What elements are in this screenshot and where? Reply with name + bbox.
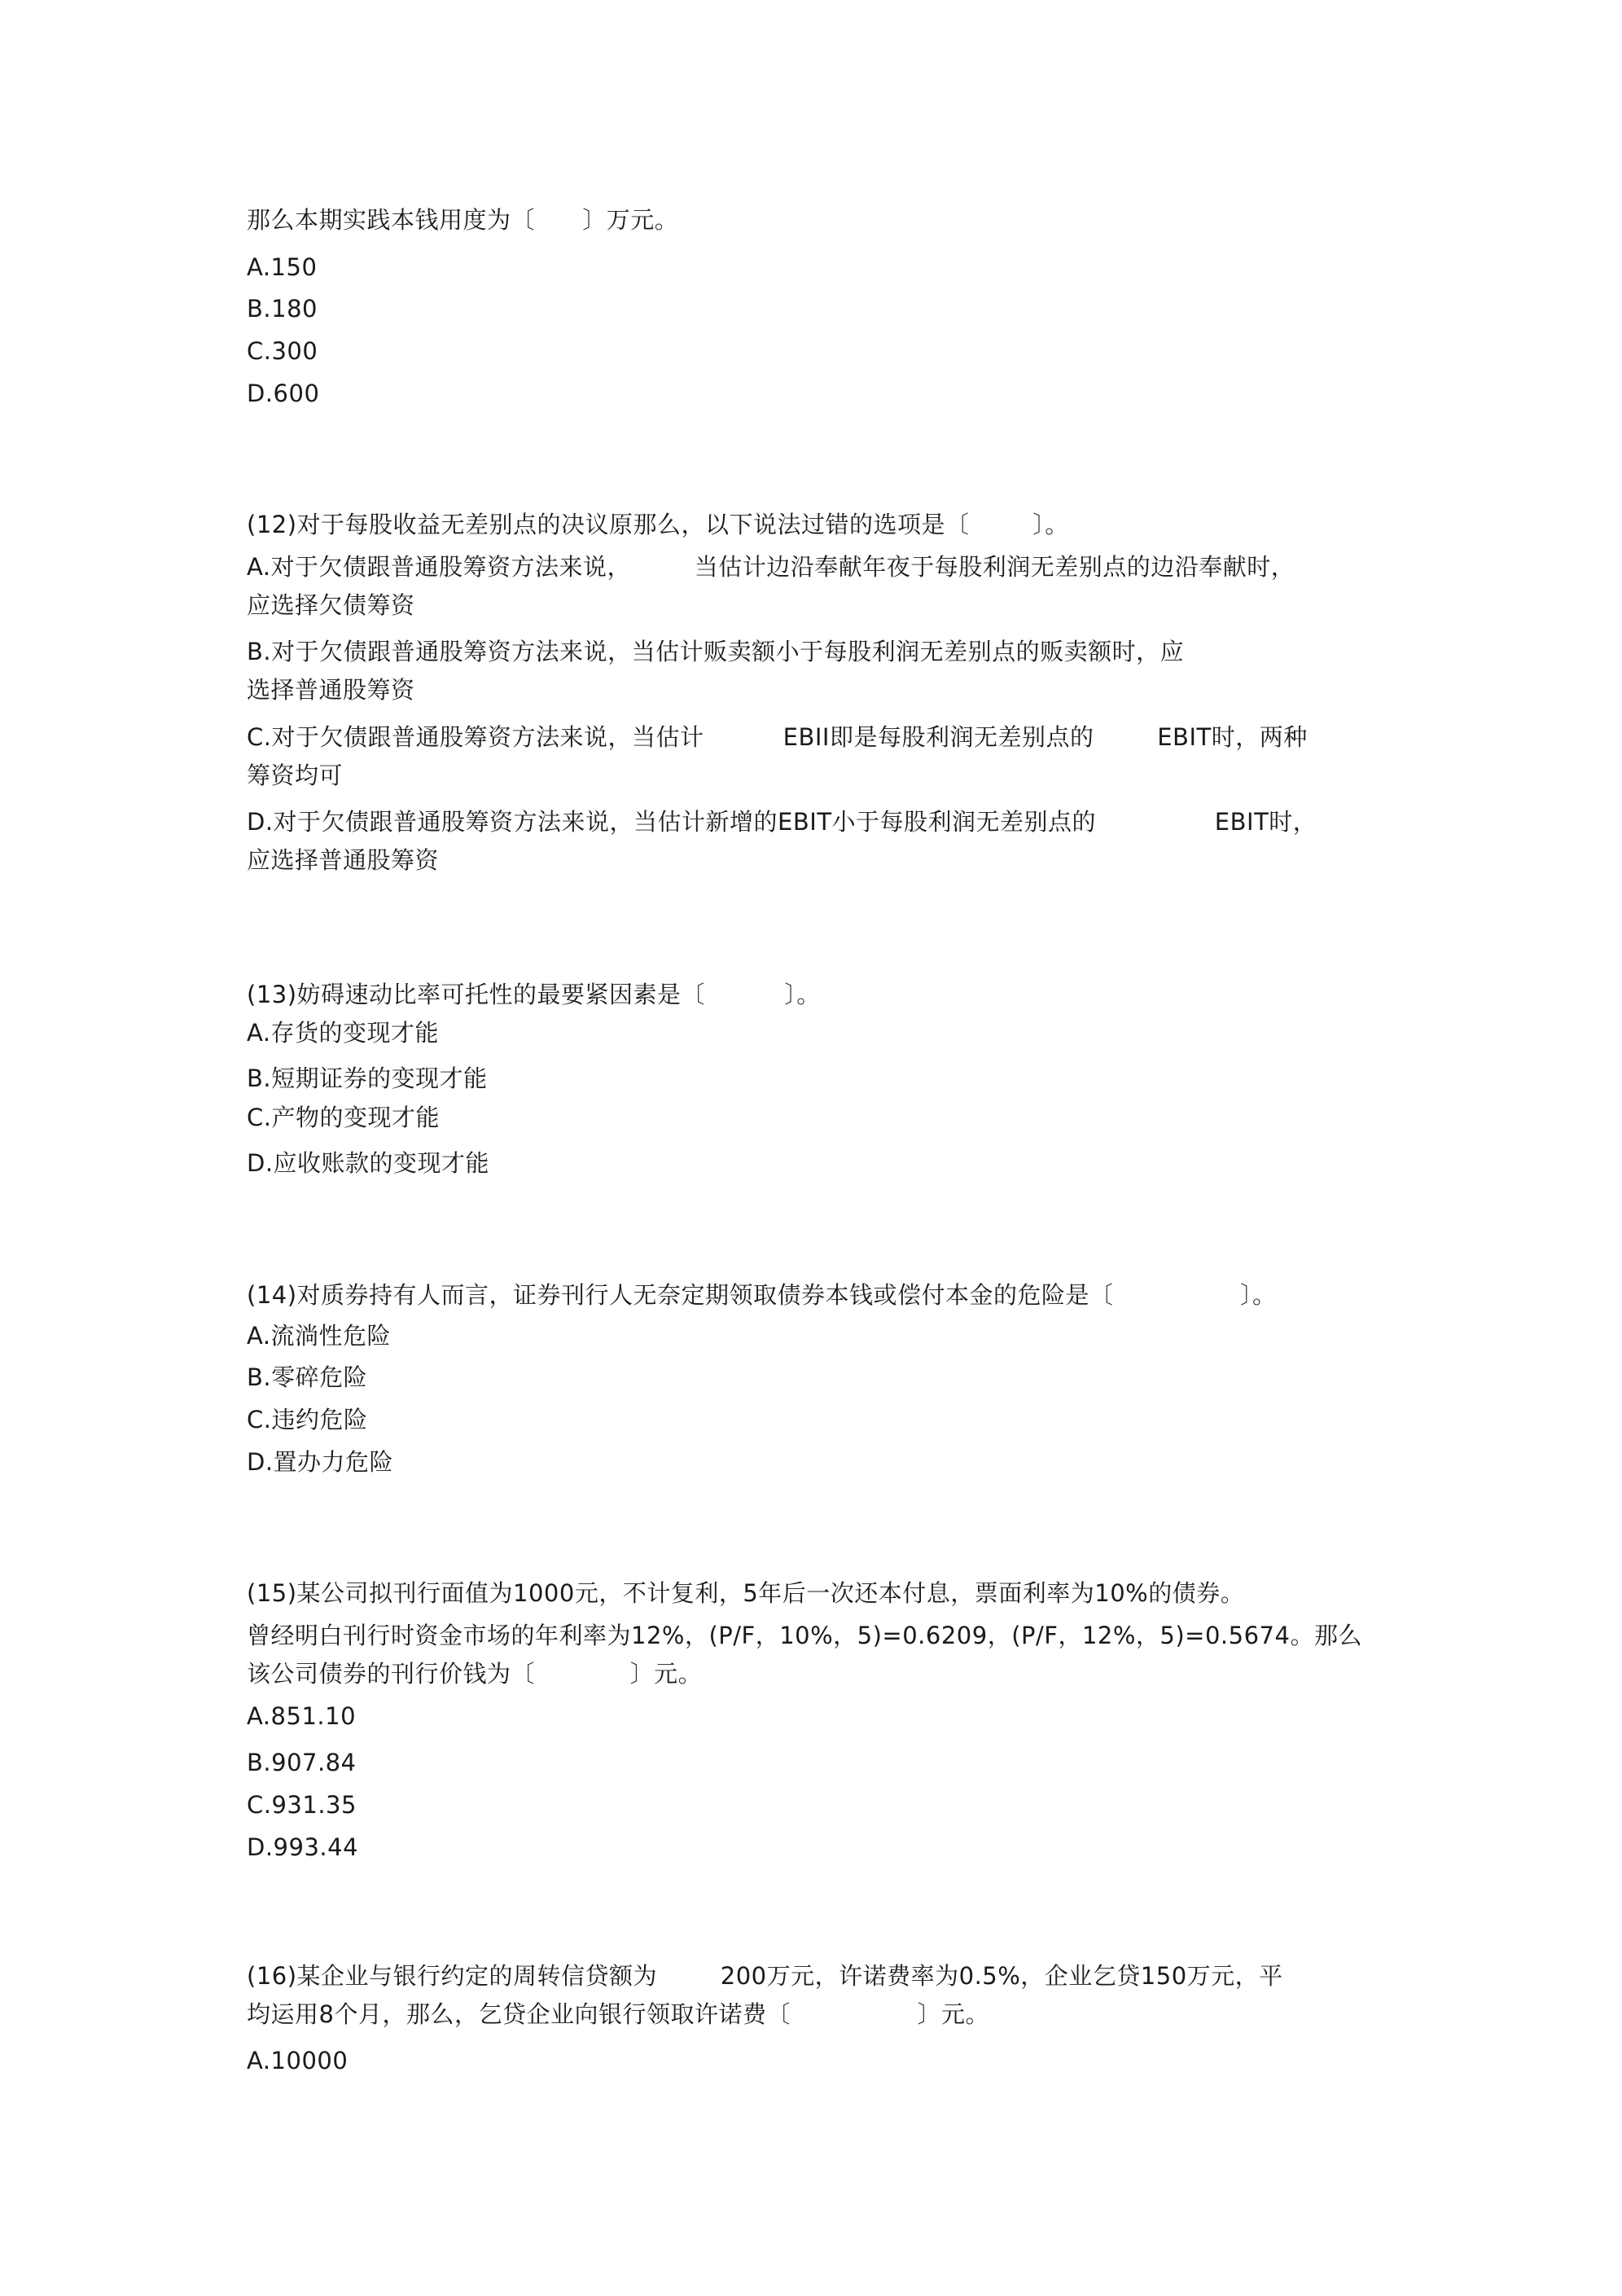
q12-option-b-line1: B.对于欠债跟普通股筹资方法来说，当估计贩卖额小于每股利润无差别点的贩卖额时，应 (247, 638, 1185, 665)
q12-stem: (12)对于每股收益无差别点的决议原那么，以下说法过错的选项是〔 〕。 (247, 511, 1069, 538)
q14-option-d: D.置办力危险 (247, 1448, 394, 1476)
q12-option-d-line2: 应选择普通股筹资 (247, 846, 440, 874)
q11-option-a: A.150 (247, 253, 318, 281)
q13-option-b: B.短期证券的变现才能 (247, 1065, 488, 1092)
q12-option-c-line2: 筹资均可 (247, 762, 344, 789)
q12-option-d-line1: D.对于欠债跟普通股筹资方法来说，当估计新增的EBIT小于每股利润无差别点的 EBIT时， (247, 808, 1317, 836)
q16-stem-line1: (16)某企业与银行约定的周转信贷额为 200万元，许诺费率为0.5%，企业乞贷150万元，平 (247, 1962, 1283, 1990)
q13-option-c: C.产物的变现才能 (247, 1104, 440, 1131)
q15-stem-line3: 该公司债券的刊行价钱为〔 〕元。 (247, 1660, 703, 1688)
q15-option-b: B.907.84 (247, 1749, 357, 1776)
q12-option-a-line2: 应选择欠债筹资 (247, 591, 415, 619)
q11-option-c: C.300 (247, 337, 318, 365)
q13-stem: (13)妨碍速动比率可托性的最要紧因素是〔 〕。 (247, 981, 821, 1008)
q15-option-d: D.993.44 (247, 1833, 359, 1861)
q11-option-b: B.180 (247, 295, 318, 323)
q14-option-a: A.流淌性危险 (247, 1322, 392, 1350)
q15-stem-line1: (15)某公司拟刊行面值为1000元，不计复利，5年后一次还本付息，票面利率为10%的债券。 (247, 1579, 1245, 1607)
q11-option-d: D.600 (247, 380, 320, 407)
q15-stem-line2: 曾经明白刊行时资金市场的年利率为12%，(P/F，10%，5)=0.6209，(P/F，12%，5)=0.5674。那么 (247, 1622, 1362, 1649)
q12-option-b-line2: 选择普通股筹资 (247, 676, 415, 704)
q13-option-d: D.应收账款的变现才能 (247, 1149, 490, 1177)
q14-stem: (14)对质券持有人而言，证券刊行人无奈定期领取债券本钱或偿付本金的危险是〔 〕。 (247, 1281, 1277, 1309)
q11-stem-end: 那么本期实践本钱用度为〔 〕万元。 (247, 206, 679, 234)
q14-option-b: B.零碎危险 (247, 1363, 368, 1391)
q12-option-c-line1: C.对于欠债跟普通股筹资方法来说，当估计 EBII即是每股利润无差别点的 EBIT时，两种 (247, 723, 1308, 751)
q15-option-a: A.851.10 (247, 1702, 357, 1730)
q13-option-a: A.存货的变现才能 (247, 1019, 440, 1047)
q16-stem-line2: 均运用8个月，那么，乞贷企业向银行领取许诺费〔 〕元。 (247, 2000, 989, 2028)
q12-option-a-line1: A.对于欠债跟普通股筹资方法来说， 当估计边沿奉献年夜于每股利润无差别点的边沿奉献时， (247, 553, 1295, 581)
q16-option-a: A.10000 (247, 2047, 349, 2074)
q15-option-c: C.931.35 (247, 1791, 357, 1819)
q14-option-c: C.违约危险 (247, 1406, 368, 1433)
